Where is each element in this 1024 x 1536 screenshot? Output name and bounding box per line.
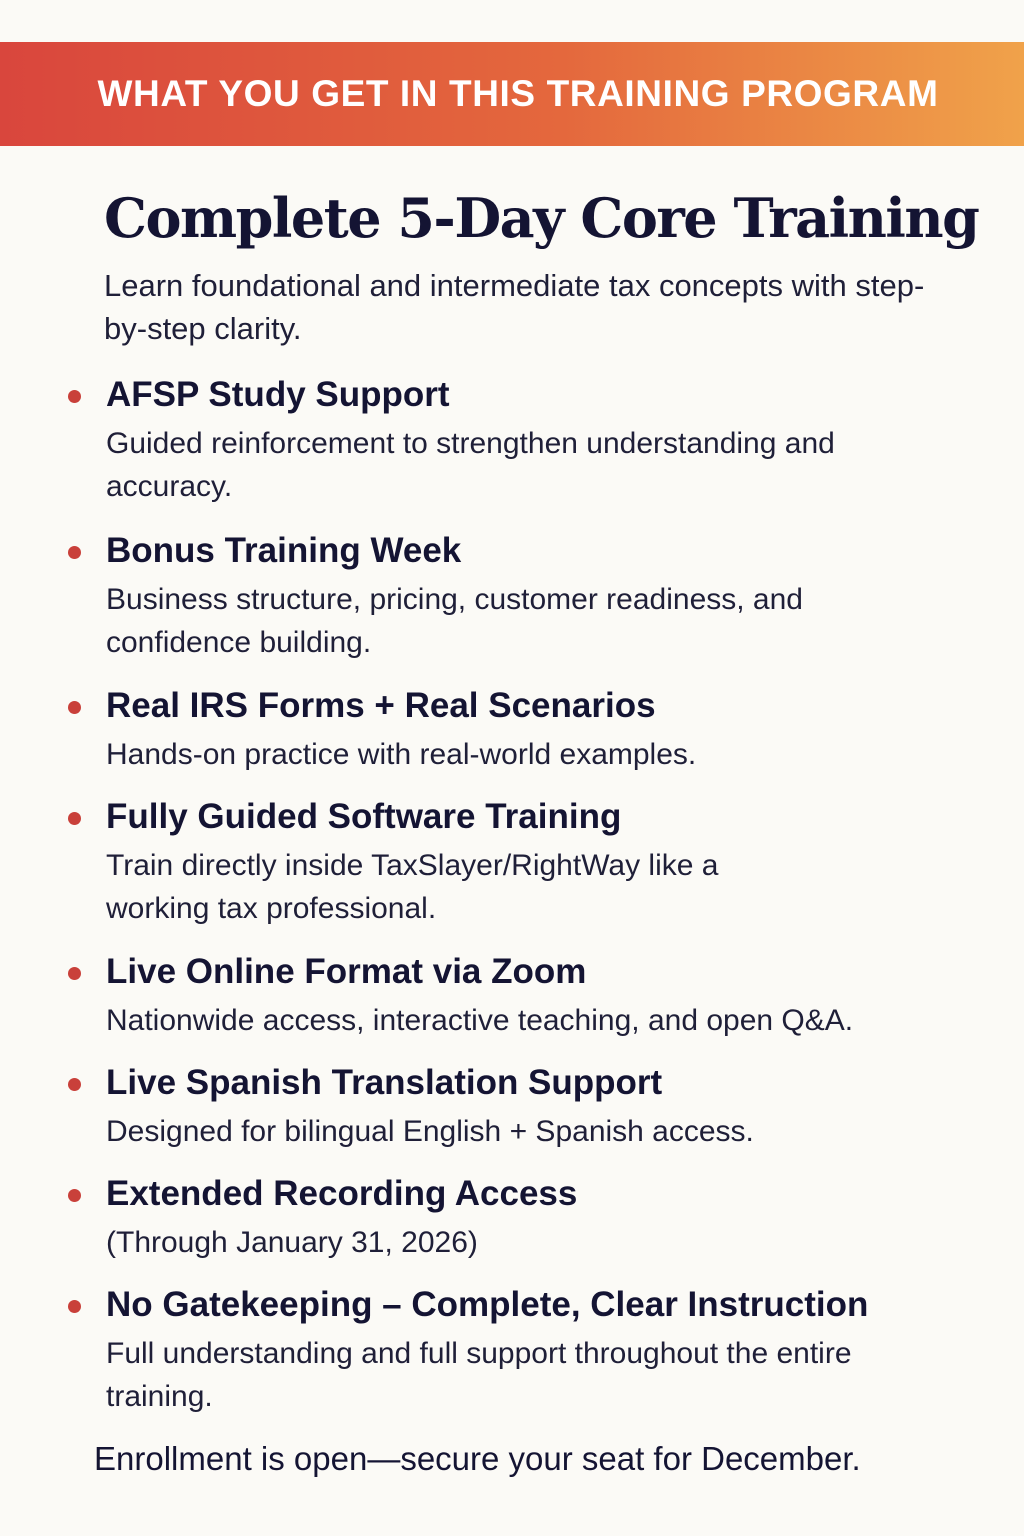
bullet-icon xyxy=(68,812,81,825)
bullet-icon xyxy=(68,1300,81,1313)
feature-title: Real IRS Forms + Real Scenarios xyxy=(106,686,656,725)
feature-title: Extended Recording Access xyxy=(106,1174,578,1213)
feature-title: AFSP Study Support xyxy=(106,375,450,414)
feature-title: Live Spanish Translation Support xyxy=(106,1063,663,1102)
intro-description: Learn foundational and intermediate tax concepts with step-by-step clarity. xyxy=(104,268,925,346)
header-banner xyxy=(0,42,1024,146)
bullet-icon xyxy=(68,1078,81,1091)
bullet-icon xyxy=(68,546,81,559)
feature-title: Live Online Format via Zoom xyxy=(106,952,587,991)
feature-description: Business structure, pricing, customer readiness, and confidence building. xyxy=(106,583,803,659)
bullet-icon xyxy=(68,967,81,980)
feature-description: Hands-on practice with real-world examples. xyxy=(106,738,697,771)
feature-description: (Through January 31, 2026) xyxy=(106,1226,478,1259)
feature-description: Train directly inside TaxSlayer/RightWay like a working tax professional. xyxy=(106,849,719,925)
bullet-icon xyxy=(68,390,81,403)
feature-description: Designed for bilingual English + Spanish access. xyxy=(106,1115,754,1148)
page-title: Complete 5-Day Core Training xyxy=(104,186,979,250)
feature-description: Guided reinforcement to strengthen understanding and accuracy. xyxy=(106,427,835,503)
feature-title: Fully Guided Software Training xyxy=(106,797,622,836)
banner-title: WHAT YOU GET IN THIS TRAINING PROGRAM xyxy=(97,73,939,114)
feature-description: Full understanding and full support throughout the entire training. xyxy=(106,1337,852,1413)
feature-title: No Gatekeeping – Complete, Clear Instruction xyxy=(106,1285,869,1324)
feature-description: Nationwide access, interactive teaching, and open Q&A. xyxy=(106,1004,854,1037)
bullet-icon xyxy=(68,1189,81,1202)
feature-title: Bonus Training Week xyxy=(106,531,462,570)
bullet-icon xyxy=(68,701,81,714)
enrollment-callout: Enrollment is open—secure your seat for December. xyxy=(94,1440,861,1477)
